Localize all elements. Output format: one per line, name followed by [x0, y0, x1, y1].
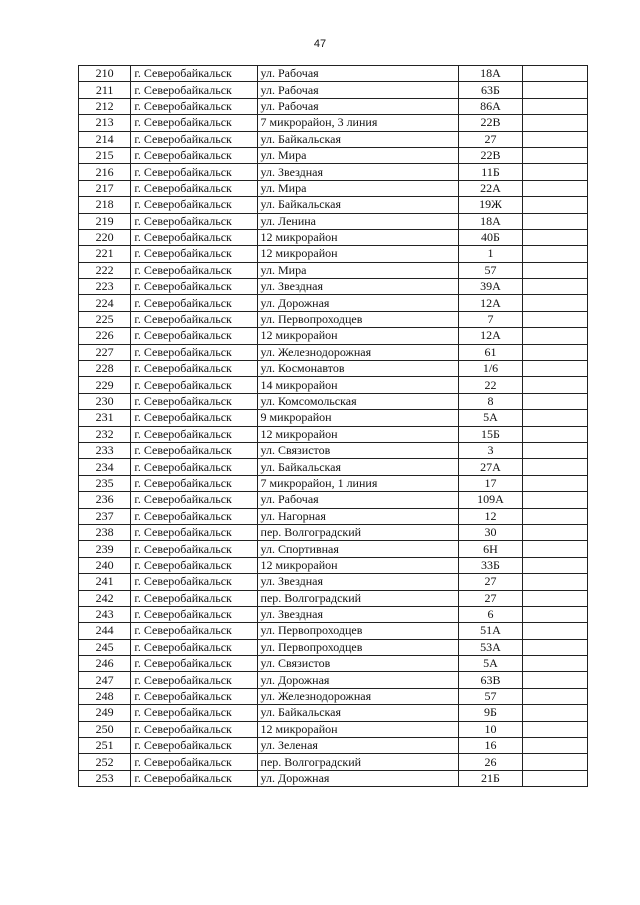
empty-cell: [523, 229, 588, 245]
table-row: [79, 410, 588, 426]
city-cell: г. Северобайкальск: [131, 623, 257, 639]
table-row: [79, 754, 588, 770]
table-row: [79, 82, 588, 98]
street-cell: ул. Байкальская: [257, 705, 458, 721]
street-cell: ул. Первопроходцев: [257, 639, 458, 655]
row-number-cell: 221: [79, 246, 131, 262]
city-cell: г. Северобайкальск: [131, 639, 257, 655]
city-cell: г. Северобайкальск: [131, 98, 257, 114]
street-cell: ул. Байкальская: [257, 131, 458, 147]
row-number-cell: 246: [79, 656, 131, 672]
row-number-cell: 231: [79, 410, 131, 426]
empty-cell: [523, 246, 588, 262]
empty-cell: [523, 361, 588, 377]
house-number-cell: 27А: [458, 459, 523, 475]
house-number-cell: 22: [458, 377, 523, 393]
city-cell: г. Северобайкальск: [131, 131, 257, 147]
house-number-cell: 15Б: [458, 426, 523, 442]
table-row: [79, 590, 588, 606]
street-cell: ул. Мира: [257, 180, 458, 196]
street-cell: 9 микрорайон: [257, 410, 458, 426]
city-cell: г. Северобайкальск: [131, 688, 257, 704]
city-cell: г. Северобайкальск: [131, 229, 257, 245]
row-number-cell: 214: [79, 131, 131, 147]
table-row: [79, 459, 588, 475]
street-cell: ул. Железнодорожная: [257, 688, 458, 704]
table-row: [79, 180, 588, 196]
empty-cell: [523, 459, 588, 475]
row-number-cell: 229: [79, 377, 131, 393]
row-number-cell: 241: [79, 574, 131, 590]
empty-cell: [523, 442, 588, 458]
city-cell: г. Северобайкальск: [131, 82, 257, 98]
city-cell: г. Северобайкальск: [131, 475, 257, 491]
empty-cell: [523, 524, 588, 540]
table-row: [79, 344, 588, 360]
row-number-cell: 247: [79, 672, 131, 688]
city-cell: г. Северобайкальск: [131, 393, 257, 409]
house-number-cell: 39А: [458, 279, 523, 295]
street-cell: ул. Дорожная: [257, 672, 458, 688]
street-cell: 7 микрорайон, 1 линия: [257, 475, 458, 491]
table-row: [79, 524, 588, 540]
city-cell: г. Северобайкальск: [131, 213, 257, 229]
row-number-cell: 249: [79, 705, 131, 721]
street-cell: 12 микрорайон: [257, 557, 458, 573]
row-number-cell: 239: [79, 541, 131, 557]
city-cell: г. Северобайкальск: [131, 557, 257, 573]
street-cell: 7 микрорайон, 3 линия: [257, 115, 458, 131]
empty-cell: [523, 656, 588, 672]
street-cell: ул. Комсомольская: [257, 393, 458, 409]
house-number-cell: 18А: [458, 66, 523, 82]
house-number-cell: 86А: [458, 98, 523, 114]
table-row: [79, 770, 588, 786]
table-row: [79, 295, 588, 311]
city-cell: г. Северобайкальск: [131, 656, 257, 672]
city-cell: г. Северобайкальск: [131, 311, 257, 327]
empty-cell: [523, 197, 588, 213]
row-number-cell: 244: [79, 623, 131, 639]
empty-cell: [523, 606, 588, 622]
house-number-cell: 1: [458, 246, 523, 262]
city-cell: г. Северобайкальск: [131, 377, 257, 393]
row-number-cell: 250: [79, 721, 131, 737]
house-number-cell: 27: [458, 590, 523, 606]
row-number-cell: 235: [79, 475, 131, 491]
empty-cell: [523, 770, 588, 786]
page-number: 47: [313, 38, 327, 50]
city-cell: г. Северобайкальск: [131, 508, 257, 524]
house-number-cell: 12А: [458, 295, 523, 311]
street-cell: ул. Мира: [257, 262, 458, 278]
city-cell: г. Северобайкальск: [131, 279, 257, 295]
address-table: [78, 65, 588, 787]
table-row: [79, 262, 588, 278]
table-row: [79, 721, 588, 737]
house-number-cell: 51А: [458, 623, 523, 639]
house-number-cell: 11Б: [458, 164, 523, 180]
row-number-cell: 225: [79, 311, 131, 327]
empty-cell: [523, 688, 588, 704]
city-cell: г. Северобайкальск: [131, 574, 257, 590]
table-row: [79, 131, 588, 147]
street-cell: ул. Байкальская: [257, 459, 458, 475]
row-number-cell: 243: [79, 606, 131, 622]
house-number-cell: 22А: [458, 180, 523, 196]
city-cell: г. Северобайкальск: [131, 754, 257, 770]
empty-cell: [523, 705, 588, 721]
row-number-cell: 230: [79, 393, 131, 409]
street-cell: ул. Зеленая: [257, 738, 458, 754]
street-cell: ул. Космонавтов: [257, 361, 458, 377]
empty-cell: [523, 475, 588, 491]
row-number-cell: 211: [79, 82, 131, 98]
street-cell: 14 микрорайон: [257, 377, 458, 393]
house-number-cell: 63В: [458, 672, 523, 688]
house-number-cell: 6Н: [458, 541, 523, 557]
empty-cell: [523, 98, 588, 114]
empty-cell: [523, 508, 588, 524]
row-number-cell: 252: [79, 754, 131, 770]
table-row: [79, 393, 588, 409]
house-number-cell: 40Б: [458, 229, 523, 245]
street-cell: ул. Рабочая: [257, 492, 458, 508]
table-row: [79, 541, 588, 557]
house-number-cell: 1/6: [458, 361, 523, 377]
empty-cell: [523, 639, 588, 655]
street-cell: пер. Волгоградский: [257, 754, 458, 770]
row-number-cell: 232: [79, 426, 131, 442]
city-cell: г. Северобайкальск: [131, 442, 257, 458]
street-cell: пер. Волгоградский: [257, 524, 458, 540]
street-cell: ул. Звездная: [257, 279, 458, 295]
city-cell: г. Северобайкальск: [131, 770, 257, 786]
empty-cell: [523, 721, 588, 737]
house-number-cell: 57: [458, 262, 523, 278]
table-row: [79, 623, 588, 639]
house-number-cell: 57: [458, 688, 523, 704]
empty-cell: [523, 492, 588, 508]
row-number-cell: 242: [79, 590, 131, 606]
street-cell: ул. Связистов: [257, 442, 458, 458]
house-number-cell: 7: [458, 311, 523, 327]
city-cell: г. Северобайкальск: [131, 738, 257, 754]
empty-cell: [523, 623, 588, 639]
city-cell: г. Северобайкальск: [131, 262, 257, 278]
empty-cell: [523, 393, 588, 409]
empty-cell: [523, 738, 588, 754]
row-number-cell: 216: [79, 164, 131, 180]
table-row: [79, 147, 588, 163]
empty-cell: [523, 147, 588, 163]
city-cell: г. Северобайкальск: [131, 147, 257, 163]
empty-cell: [523, 672, 588, 688]
city-cell: г. Северобайкальск: [131, 492, 257, 508]
street-cell: ул. Железнодорожная: [257, 344, 458, 360]
row-number-cell: 251: [79, 738, 131, 754]
street-cell: ул. Дорожная: [257, 295, 458, 311]
row-number-cell: 223: [79, 279, 131, 295]
street-cell: ул. Рабочая: [257, 66, 458, 82]
empty-cell: [523, 131, 588, 147]
street-cell: 12 микрорайон: [257, 229, 458, 245]
house-number-cell: 22В: [458, 147, 523, 163]
table-row: [79, 164, 588, 180]
empty-cell: [523, 115, 588, 131]
street-cell: ул. Звездная: [257, 164, 458, 180]
empty-cell: [523, 344, 588, 360]
street-cell: ул. Мира: [257, 147, 458, 163]
city-cell: г. Северобайкальск: [131, 344, 257, 360]
house-number-cell: 12: [458, 508, 523, 524]
row-number-cell: 213: [79, 115, 131, 131]
city-cell: г. Северобайкальск: [131, 410, 257, 426]
row-number-cell: 218: [79, 197, 131, 213]
row-number-cell: 236: [79, 492, 131, 508]
street-cell: ул. Рабочая: [257, 98, 458, 114]
table-row: [79, 492, 588, 508]
city-cell: г. Северобайкальск: [131, 524, 257, 540]
house-number-cell: 109А: [458, 492, 523, 508]
street-cell: ул. Дорожная: [257, 770, 458, 786]
empty-cell: [523, 557, 588, 573]
house-number-cell: 8: [458, 393, 523, 409]
row-number-cell: 248: [79, 688, 131, 704]
city-cell: г. Северобайкальск: [131, 197, 257, 213]
house-number-cell: 10: [458, 721, 523, 737]
house-number-cell: 18А: [458, 213, 523, 229]
street-cell: ул. Первопроходцев: [257, 311, 458, 327]
table-row: [79, 426, 588, 442]
row-number-cell: 253: [79, 770, 131, 786]
street-cell: ул. Спортивная: [257, 541, 458, 557]
city-cell: г. Северобайкальск: [131, 606, 257, 622]
table-row: [79, 639, 588, 655]
house-number-cell: 5А: [458, 410, 523, 426]
house-number-cell: 16: [458, 738, 523, 754]
city-cell: г. Северобайкальск: [131, 246, 257, 262]
row-number-cell: 226: [79, 328, 131, 344]
empty-cell: [523, 66, 588, 82]
row-number-cell: 228: [79, 361, 131, 377]
street-cell: ул. Связистов: [257, 656, 458, 672]
house-number-cell: 21Б: [458, 770, 523, 786]
empty-cell: [523, 377, 588, 393]
street-cell: ул. Ленина: [257, 213, 458, 229]
table-row: [79, 115, 588, 131]
city-cell: г. Северобайкальск: [131, 115, 257, 131]
house-number-cell: 33Б: [458, 557, 523, 573]
city-cell: г. Северобайкальск: [131, 459, 257, 475]
row-number-cell: 220: [79, 229, 131, 245]
row-number-cell: 219: [79, 213, 131, 229]
city-cell: г. Северобайкальск: [131, 541, 257, 557]
house-number-cell: 5А: [458, 656, 523, 672]
city-cell: г. Северобайкальск: [131, 66, 257, 82]
house-number-cell: 3: [458, 442, 523, 458]
row-number-cell: 215: [79, 147, 131, 163]
empty-cell: [523, 213, 588, 229]
table-row: [79, 508, 588, 524]
empty-cell: [523, 180, 588, 196]
empty-cell: [523, 426, 588, 442]
row-number-cell: 222: [79, 262, 131, 278]
row-number-cell: 212: [79, 98, 131, 114]
table-row: [79, 328, 588, 344]
house-number-cell: 22В: [458, 115, 523, 131]
row-number-cell: 210: [79, 66, 131, 82]
house-number-cell: 61: [458, 344, 523, 360]
empty-cell: [523, 82, 588, 98]
table-row: [79, 557, 588, 573]
table-row: [79, 213, 588, 229]
street-cell: пер. Волгоградский: [257, 590, 458, 606]
row-number-cell: 245: [79, 639, 131, 655]
table-row: [79, 66, 588, 82]
house-number-cell: 27: [458, 574, 523, 590]
house-number-cell: 63Б: [458, 82, 523, 98]
empty-cell: [523, 262, 588, 278]
row-number-cell: 237: [79, 508, 131, 524]
street-cell: ул. Байкальская: [257, 197, 458, 213]
table-row: [79, 688, 588, 704]
empty-cell: [523, 328, 588, 344]
empty-cell: [523, 541, 588, 557]
city-cell: г. Северобайкальск: [131, 721, 257, 737]
table-row: [79, 279, 588, 295]
table-row: [79, 311, 588, 327]
street-cell: ул. Рабочая: [257, 82, 458, 98]
table-row: [79, 361, 588, 377]
city-cell: г. Северобайкальск: [131, 164, 257, 180]
table-row: [79, 574, 588, 590]
city-cell: г. Северобайкальск: [131, 705, 257, 721]
table-row: [79, 377, 588, 393]
table-row: [79, 197, 588, 213]
city-cell: г. Северобайкальск: [131, 328, 257, 344]
row-number-cell: 233: [79, 442, 131, 458]
table-row: [79, 475, 588, 491]
table-row: [79, 656, 588, 672]
table-row: [79, 246, 588, 262]
city-cell: г. Северобайкальск: [131, 295, 257, 311]
city-cell: г. Северобайкальск: [131, 426, 257, 442]
house-number-cell: 53А: [458, 639, 523, 655]
street-cell: ул. Звездная: [257, 574, 458, 590]
house-number-cell: 6: [458, 606, 523, 622]
row-number-cell: 238: [79, 524, 131, 540]
table-row: [79, 672, 588, 688]
house-number-cell: 9Б: [458, 705, 523, 721]
table-row: [79, 705, 588, 721]
row-number-cell: 240: [79, 557, 131, 573]
table-row: [79, 606, 588, 622]
row-number-cell: 234: [79, 459, 131, 475]
street-cell: 12 микрорайон: [257, 328, 458, 344]
row-number-cell: 217: [79, 180, 131, 196]
street-cell: ул. Звездная: [257, 606, 458, 622]
address-table-body: [79, 66, 588, 787]
house-number-cell: 30: [458, 524, 523, 540]
city-cell: г. Северобайкальск: [131, 672, 257, 688]
city-cell: г. Северобайкальск: [131, 361, 257, 377]
row-number-cell: 227: [79, 344, 131, 360]
city-cell: г. Северобайкальск: [131, 180, 257, 196]
empty-cell: [523, 279, 588, 295]
empty-cell: [523, 164, 588, 180]
street-cell: 12 микрорайон: [257, 721, 458, 737]
empty-cell: [523, 410, 588, 426]
table-row: [79, 229, 588, 245]
empty-cell: [523, 574, 588, 590]
city-cell: г. Северобайкальск: [131, 590, 257, 606]
row-number-cell: 224: [79, 295, 131, 311]
table-row: [79, 98, 588, 114]
house-number-cell: 26: [458, 754, 523, 770]
house-number-cell: 17: [458, 475, 523, 491]
street-cell: ул. Первопроходцев: [257, 623, 458, 639]
house-number-cell: 12А: [458, 328, 523, 344]
empty-cell: [523, 590, 588, 606]
street-cell: 12 микрорайон: [257, 246, 458, 262]
empty-cell: [523, 295, 588, 311]
street-cell: ул. Нагорная: [257, 508, 458, 524]
empty-cell: [523, 311, 588, 327]
house-number-cell: 19Ж: [458, 197, 523, 213]
table-row: [79, 738, 588, 754]
empty-cell: [523, 754, 588, 770]
street-cell: 12 микрорайон: [257, 426, 458, 442]
table-row: [79, 442, 588, 458]
house-number-cell: 27: [458, 131, 523, 147]
